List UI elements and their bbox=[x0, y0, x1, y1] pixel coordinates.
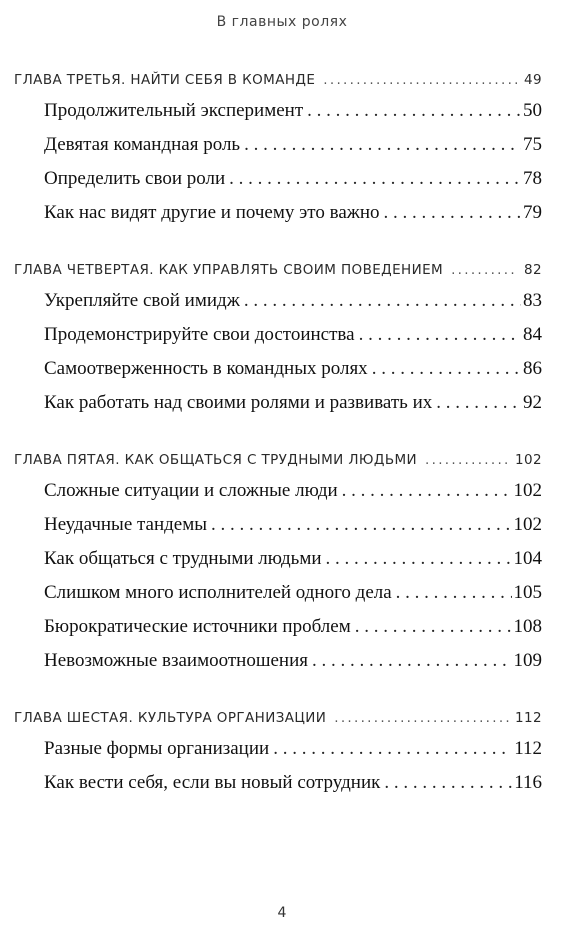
leader-dots bbox=[436, 386, 521, 420]
entry-page: 86 bbox=[523, 358, 542, 379]
chapter-page: 49 bbox=[524, 72, 542, 88]
toc-entry[interactable] bbox=[14, 732, 542, 766]
entry-title: Сложные ситуации и сложные люди bbox=[44, 480, 338, 501]
chapter-title: ГЛАВА ЧЕТВЕРТАЯ. КАК УПРАВЛЯТЬ СВОИМ ПОВЕДЕНИЕМ bbox=[14, 262, 444, 278]
entry-page: 109 bbox=[513, 650, 542, 671]
leader-dots bbox=[211, 508, 511, 542]
entry-title: Неудачные тандемы bbox=[44, 514, 208, 535]
chapter-heading[interactable] bbox=[14, 256, 542, 284]
entry-title: Как общаться с трудными людьми bbox=[44, 548, 322, 569]
entry-title: Как работать над своими ролями и развивать их bbox=[44, 392, 433, 413]
entry-page: 75 bbox=[523, 134, 542, 155]
entry-page: 79 bbox=[523, 202, 542, 223]
entry-title: Как нас видят другие и почему это важно bbox=[44, 202, 380, 223]
chapter-4 bbox=[14, 256, 542, 420]
leader-dots bbox=[384, 766, 512, 800]
toc-entry[interactable] bbox=[14, 94, 542, 128]
leader-dots bbox=[384, 196, 521, 230]
entry-title: Бюрократические источники проблем bbox=[44, 616, 351, 637]
entry-title: Девятая командная роль bbox=[44, 134, 241, 155]
chapter-heading[interactable] bbox=[14, 704, 542, 732]
chapter-title: ГЛАВА ШЕСТАЯ. КУЛЬТУРА ОРГАНИЗАЦИИ bbox=[14, 710, 327, 726]
entry-page: 84 bbox=[523, 324, 542, 345]
leader-dots bbox=[312, 644, 512, 678]
chapter-6 bbox=[14, 704, 542, 800]
table-of-contents bbox=[14, 66, 542, 826]
entry-title: Продолжительный эксперимент bbox=[44, 100, 304, 121]
toc-entry[interactable] bbox=[14, 162, 542, 196]
chapter-heading[interactable] bbox=[14, 446, 542, 474]
entry-page: 78 bbox=[523, 168, 542, 189]
entry-title: Укрепляйте свой имидж bbox=[44, 290, 240, 311]
leader-dots bbox=[355, 610, 512, 644]
chapter-title: ГЛАВА ТРЕТЬЯ. НАЙТИ СЕБЯ В КОМАНДЕ bbox=[14, 72, 316, 88]
leader-dots bbox=[451, 256, 518, 284]
entry-page: 83 bbox=[523, 290, 542, 311]
leader-dots bbox=[342, 474, 512, 508]
toc-entry[interactable] bbox=[14, 474, 542, 508]
entry-title: Разные формы организации bbox=[44, 738, 270, 759]
chapter-5 bbox=[14, 446, 542, 678]
toc-entry[interactable] bbox=[14, 128, 542, 162]
leader-dots bbox=[334, 704, 509, 732]
chapter-3 bbox=[14, 66, 542, 230]
entry-title: Продемонстрируйте свои достоинства bbox=[44, 324, 355, 345]
toc-entry[interactable] bbox=[14, 386, 542, 420]
leader-dots bbox=[244, 128, 521, 162]
leader-dots bbox=[425, 446, 509, 474]
entry-page: 102 bbox=[513, 514, 542, 535]
leader-dots bbox=[326, 542, 512, 576]
toc-entry[interactable] bbox=[14, 610, 542, 644]
page-number: 4 bbox=[277, 905, 287, 921]
entry-page: 108 bbox=[513, 616, 542, 637]
entry-title: Самоотверженность в командных ролях bbox=[44, 358, 368, 379]
entry-page: 105 bbox=[513, 582, 542, 603]
entry-title: Как вести себя, если вы новый сотрудник bbox=[44, 772, 381, 793]
entry-page: 116 bbox=[514, 772, 542, 793]
entry-title: Слишком много исполнителей одного дела bbox=[44, 582, 392, 603]
chapter-title: ГЛАВА ПЯТАЯ. КАК ОБЩАТЬСЯ С ТРУДНЫМИ ЛЮДЬМИ bbox=[14, 452, 418, 468]
leader-dots bbox=[359, 318, 521, 352]
entry-page: 112 bbox=[514, 738, 542, 759]
entry-page: 102 bbox=[513, 480, 542, 501]
leader-dots bbox=[372, 352, 521, 386]
entry-page: 104 bbox=[513, 548, 542, 569]
entry-page: 50 bbox=[523, 100, 542, 121]
chapter-page: 82 bbox=[524, 262, 542, 278]
running-head: В главных ролях bbox=[216, 14, 348, 30]
toc-entry[interactable] bbox=[14, 352, 542, 386]
leader-dots bbox=[323, 66, 518, 94]
chapter-page: 102 bbox=[515, 452, 542, 468]
toc-entry[interactable] bbox=[14, 508, 542, 542]
toc-entry[interactable] bbox=[14, 576, 542, 610]
toc-entry[interactable] bbox=[14, 766, 542, 800]
toc-entry[interactable] bbox=[14, 644, 542, 678]
chapter-page: 112 bbox=[515, 710, 542, 726]
leader-dots bbox=[396, 576, 512, 610]
entry-page: 92 bbox=[523, 392, 542, 413]
toc-entry[interactable] bbox=[14, 542, 542, 576]
leader-dots bbox=[307, 94, 521, 128]
leader-dots bbox=[244, 284, 521, 318]
leader-dots bbox=[273, 732, 512, 766]
chapter-heading[interactable] bbox=[14, 66, 542, 94]
leader-dots bbox=[229, 162, 521, 196]
toc-entry[interactable] bbox=[14, 318, 542, 352]
entry-title: Определить свои роли bbox=[44, 168, 226, 189]
entry-title: Невозможные взаимоотношения bbox=[44, 650, 308, 671]
toc-entry[interactable] bbox=[14, 196, 542, 230]
toc-entry[interactable] bbox=[14, 284, 542, 318]
